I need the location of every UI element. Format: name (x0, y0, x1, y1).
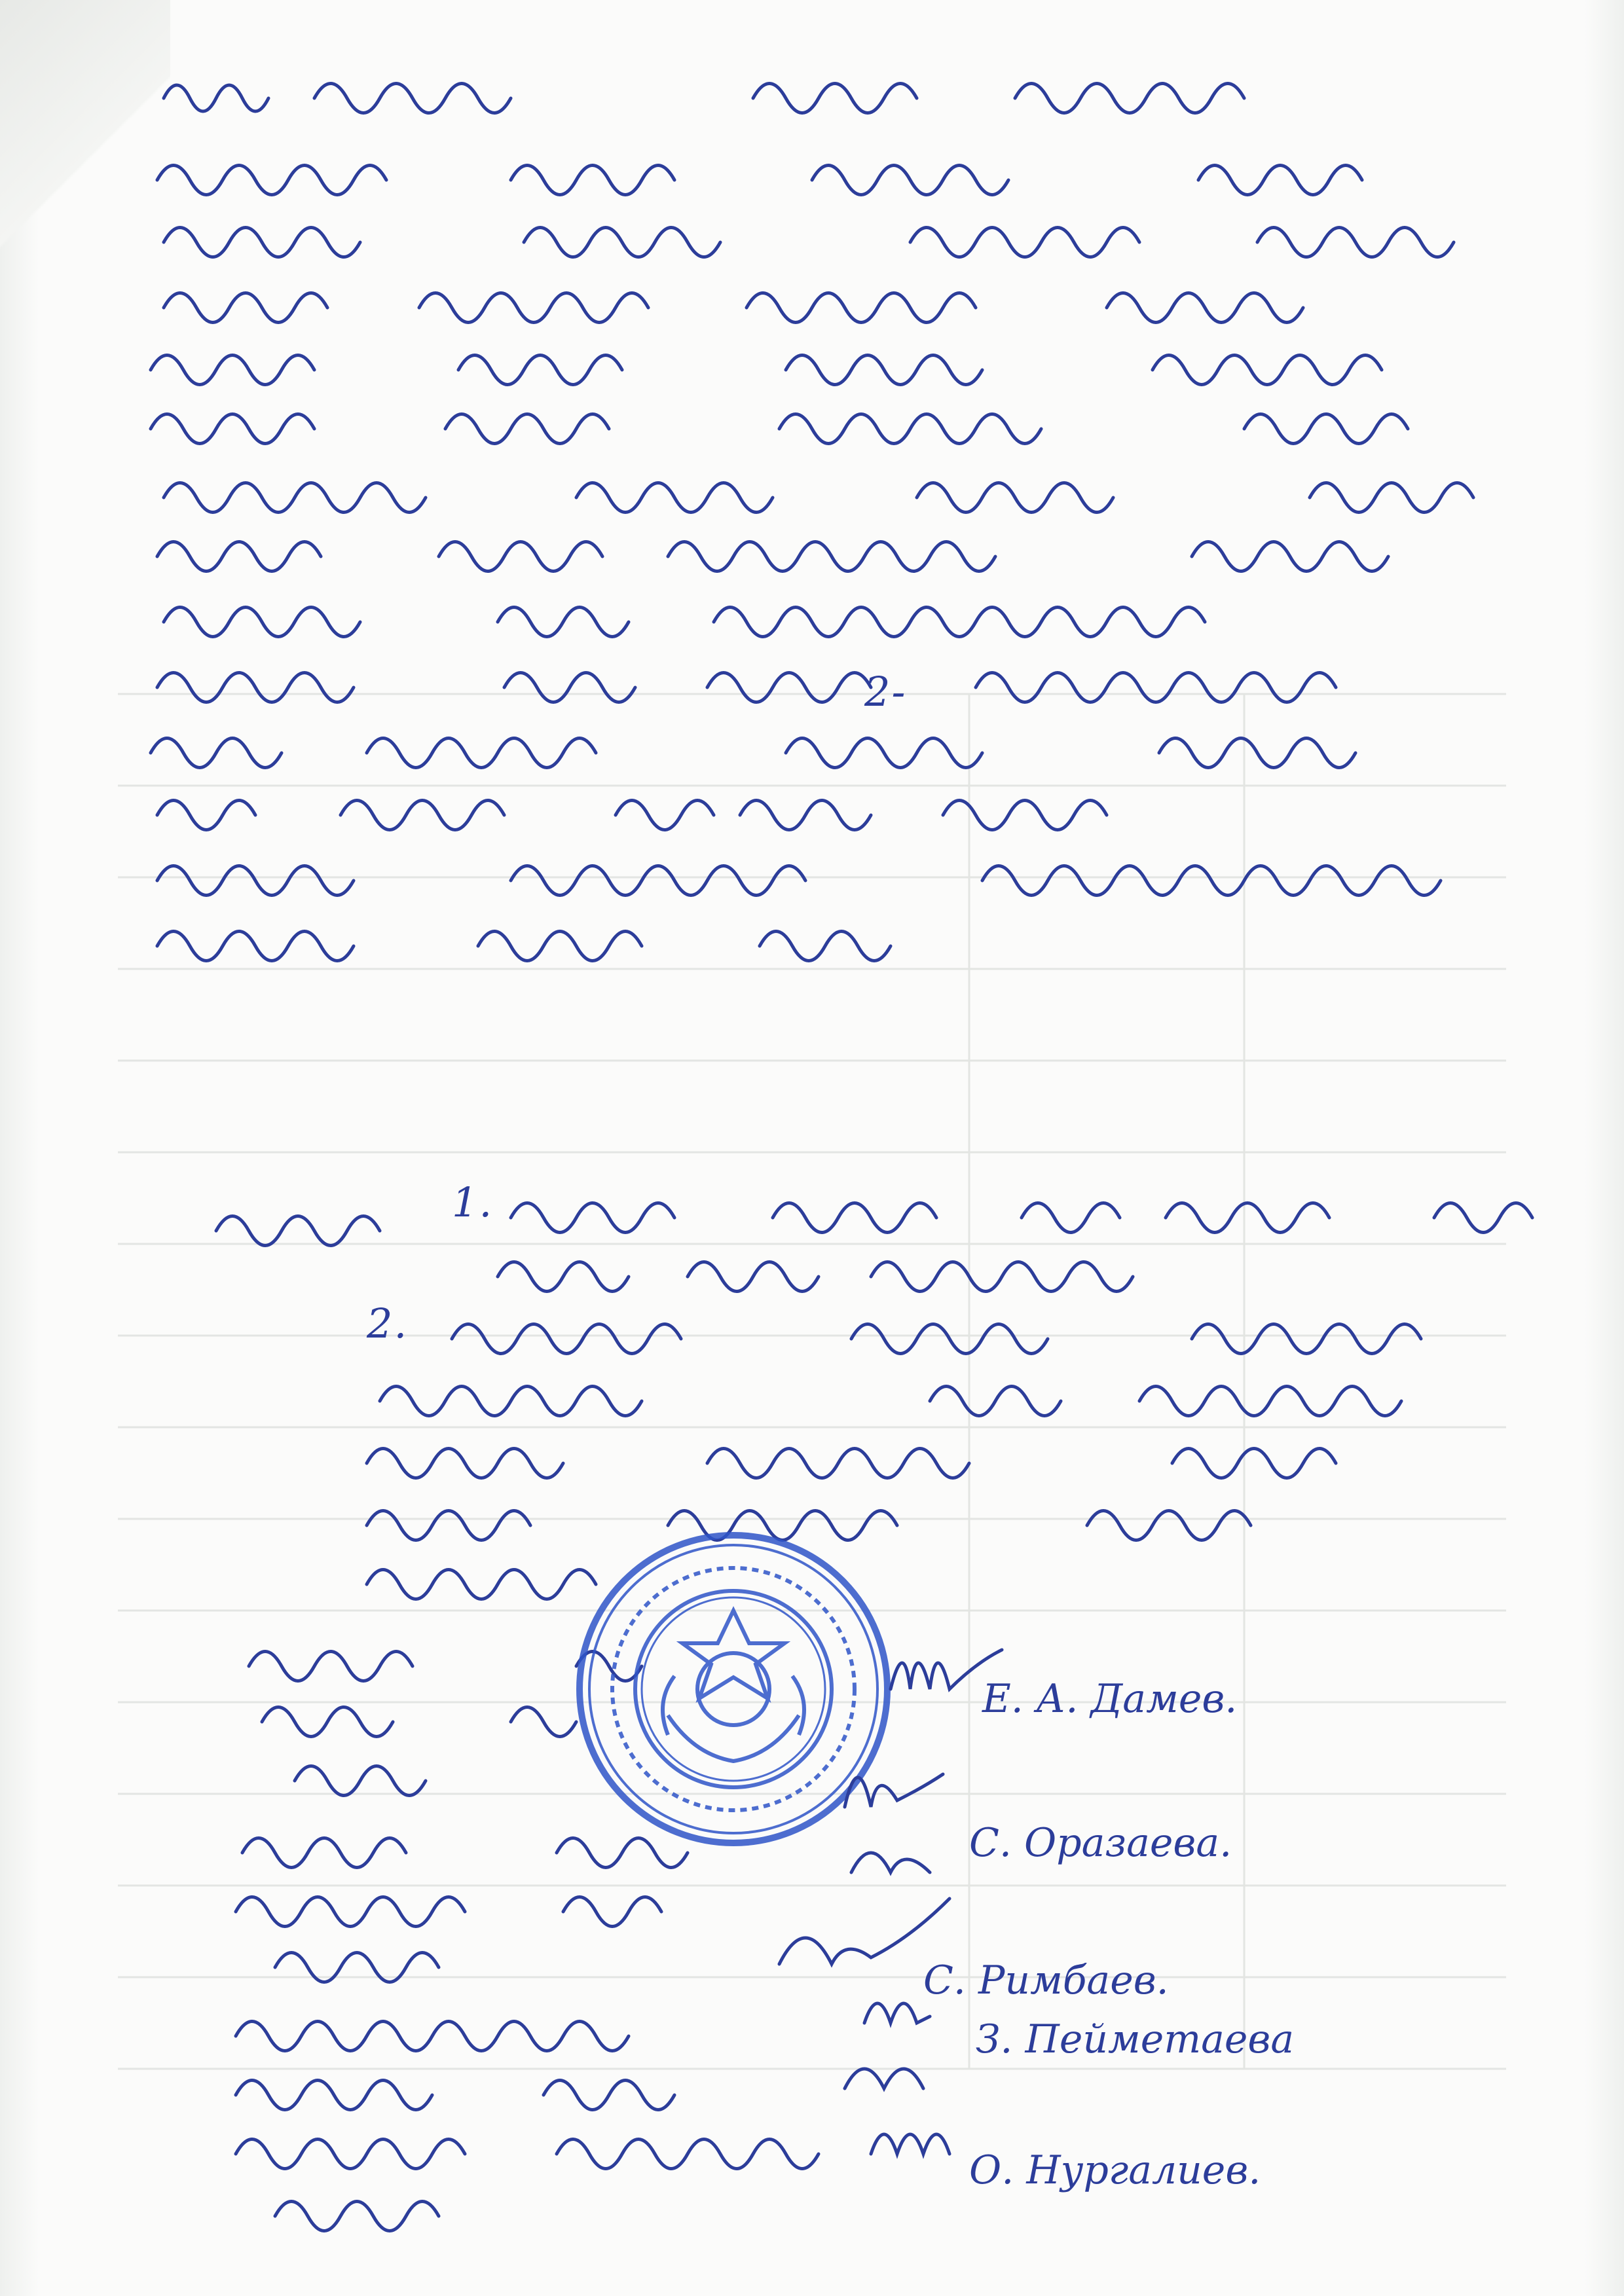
signatory-name-3: С. Римбаев. (923, 1958, 1169, 2003)
item-2-marker: 2. (367, 1300, 409, 1347)
signatory-name-4: З. Пейметаева (976, 2016, 1295, 2062)
signature-2 (845, 1774, 943, 1807)
signature-6 (845, 2069, 923, 2088)
signature-7 (871, 2134, 950, 2154)
signatory-name-1: Е. А. Дамев. (982, 1676, 1238, 1722)
item-1-marker: 1. (452, 1178, 494, 1226)
signature-5 (864, 2003, 930, 2023)
signature-4 (779, 1899, 950, 1964)
signature-3 (851, 1853, 930, 1872)
signatory-name-5: О. Нургалиев. (969, 2147, 1261, 2193)
signatory-name-2: С. Оразаева. (969, 1820, 1232, 1866)
thermometer-count-marker: 2- (864, 668, 907, 716)
